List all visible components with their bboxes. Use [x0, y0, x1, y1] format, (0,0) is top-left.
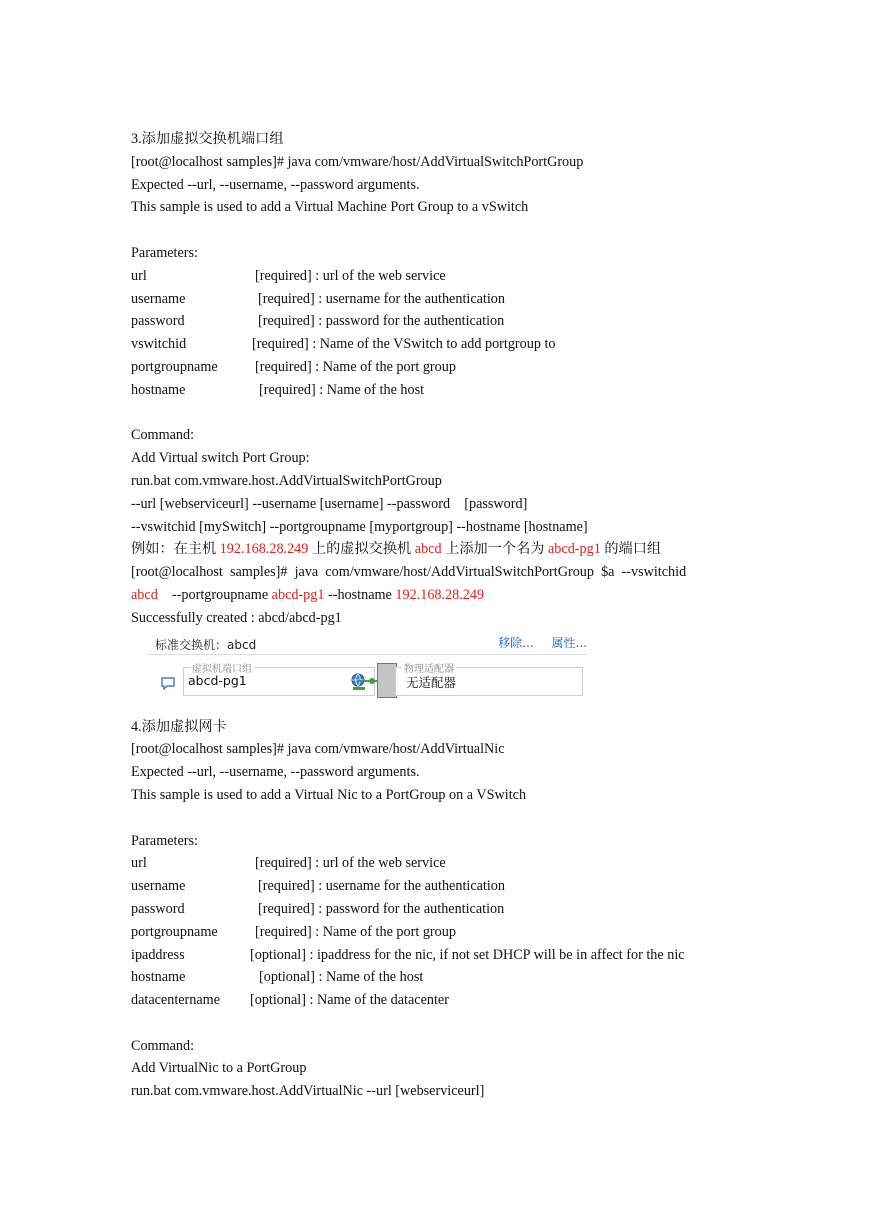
wire-dot	[369, 678, 375, 684]
param-row	[131, 333, 751, 356]
param-description: [required] : username for the authentication	[258, 290, 505, 307]
network-globe-icon	[350, 673, 368, 695]
param-row	[131, 898, 751, 921]
param-description: [required] : url of the web service	[255, 267, 446, 284]
param-row	[131, 288, 751, 311]
section3-success: Successfully created : abcd/abcd-pg1	[131, 609, 342, 626]
section4-param-list	[131, 852, 751, 1012]
section3-example	[131, 538, 751, 561]
param-name: portgroupname	[131, 358, 218, 375]
example-text: 的端口组	[600, 541, 662, 558]
section3-command-line2: --url [webserviceurl] --username [username] --password [password]	[131, 495, 528, 512]
section4-expected: Expected --url, --username, --password arguments.	[131, 764, 420, 781]
section3-command-line3: --vswitchid [mySwitch] --portgroupname [myportgroup] --hostname [hostname]	[131, 518, 588, 535]
section3-description: This sample is used to add a Virtual Machine Port Group to a vSwitch	[131, 199, 529, 216]
param-row	[131, 944, 751, 967]
param-name: ipaddress	[131, 946, 185, 963]
example-text: 上的虚拟交换机	[308, 541, 415, 558]
param-name: password	[131, 900, 185, 917]
example-switch-name: abcd	[414, 541, 442, 558]
comment-icon[interactable]	[161, 676, 175, 695]
param-description: [optional] : ipaddress for the nic, if not set DHCP will be in affect for the nic	[250, 946, 685, 963]
param-row	[131, 966, 751, 989]
section3-command-label: Command:	[131, 427, 195, 444]
param-row	[131, 310, 751, 333]
blank-line	[131, 219, 751, 242]
physical-adapter-legend: 物理适配器	[402, 660, 456, 675]
blank-line	[131, 807, 751, 830]
remove-link[interactable]: 移除...	[498, 635, 534, 650]
param-name: vswitchid	[131, 336, 187, 353]
section4-command-title: Add VirtualNic to a PortGroup	[131, 1060, 307, 1077]
vm-portgroup-legend: 虚拟机端口组	[190, 660, 254, 675]
section3-params-label: Parameters:	[131, 244, 198, 261]
section3-param-list	[131, 265, 751, 402]
param-name: url	[131, 855, 147, 872]
run-host-ip: 192.168.28.249	[395, 586, 485, 603]
section4-params-label: Parameters:	[131, 832, 198, 849]
param-name: url	[131, 267, 147, 284]
run-text: --portgroupname	[157, 586, 272, 603]
param-description: [required] : password for the authentication	[258, 313, 505, 330]
param-description: [required] : password for the authentication	[258, 900, 505, 917]
param-name: datacentername	[131, 992, 221, 1009]
blank-line	[131, 1012, 751, 1035]
section4-heading: 4.添加虚拟网卡	[131, 718, 227, 735]
param-name: portgroupname	[131, 923, 218, 940]
example-host-ip: 192.168.28.249	[219, 541, 309, 558]
section3-heading: 3.添加虚拟交换机端口组	[131, 131, 284, 147]
vm-portgroup-value: abcd-pg1	[188, 672, 247, 688]
blank-line	[131, 702, 751, 716]
physical-adapter-value: 无适配器	[406, 674, 457, 690]
section3-run-line2	[131, 584, 751, 607]
example-portgroup-name: abcd-pg1	[548, 541, 601, 558]
vm-portgroup-box[interactable]	[183, 663, 375, 696]
section4-command-label: Command:	[131, 1037, 195, 1054]
section4-command-line1: run.bat com.vmware.host.AddVirtualNic --url [webserviceurl]	[131, 1083, 485, 1100]
param-description: [required] : Name of the port group	[255, 358, 456, 375]
param-description: [required] : Name of the port group	[255, 923, 456, 940]
section4-description: This sample is used to add a Virtual Nic to a PortGroup on a VSwitch	[131, 786, 527, 803]
param-row	[131, 921, 751, 944]
section3-run-line1: [root@localhost samples]# java com/vmware/host/AddVirtualSwitchPortGroup $a --vswitchid	[131, 564, 687, 581]
param-description: [required] : Name of the host	[259, 381, 425, 398]
section4-command: [root@localhost samples]# java com/vmware/host/AddVirtualNic	[131, 741, 505, 758]
run-text: --hostname	[324, 586, 396, 603]
section3-command-title: Add Virtual switch Port Group:	[131, 450, 310, 467]
run-switch-name: abcd	[131, 586, 158, 603]
param-row	[131, 852, 751, 875]
connector-icon	[377, 663, 397, 698]
vswitch-links	[484, 634, 587, 651]
param-row	[131, 875, 751, 898]
param-row	[131, 356, 751, 379]
document-page	[131, 128, 751, 1103]
param-description: [required] : url of the web service	[255, 855, 446, 872]
param-name: hostname	[131, 969, 186, 986]
section3-command-line1: run.bat com.vmware.host.AddVirtualSwitchPortGroup	[131, 472, 442, 489]
properties-link[interactable]: 属性...	[551, 635, 587, 650]
param-description: [optional] : Name of the datacenter	[250, 992, 449, 1009]
param-row	[131, 989, 751, 1012]
physical-adapter-box[interactable]	[395, 663, 583, 696]
divider	[147, 654, 587, 655]
param-row	[131, 379, 751, 402]
param-name: hostname	[131, 381, 186, 398]
param-name: password	[131, 313, 185, 330]
param-name: username	[131, 290, 186, 307]
vswitch-widget	[147, 632, 587, 700]
param-description: [required] : username for the authentication	[258, 878, 505, 895]
param-description: [required] : Name of the VSwitch to add portgroup to	[252, 336, 556, 353]
section3-command: [root@localhost samples]# java com/vmware/host/AddVirtualSwitchPortGroup	[131, 153, 584, 170]
param-name: username	[131, 878, 186, 895]
example-text: 上添加一个名为	[441, 541, 548, 558]
section3-expected: Expected --url, --username, --password arguments.	[131, 176, 420, 193]
param-description: [optional] : Name of the host	[259, 969, 424, 986]
example-text: 例如：在主机	[131, 541, 220, 558]
param-row	[131, 265, 751, 288]
run-portgroup-name: abcd-pg1	[271, 586, 325, 603]
vswitch-title: 标准交换机：abcd	[155, 637, 257, 652]
blank-line	[131, 402, 751, 425]
